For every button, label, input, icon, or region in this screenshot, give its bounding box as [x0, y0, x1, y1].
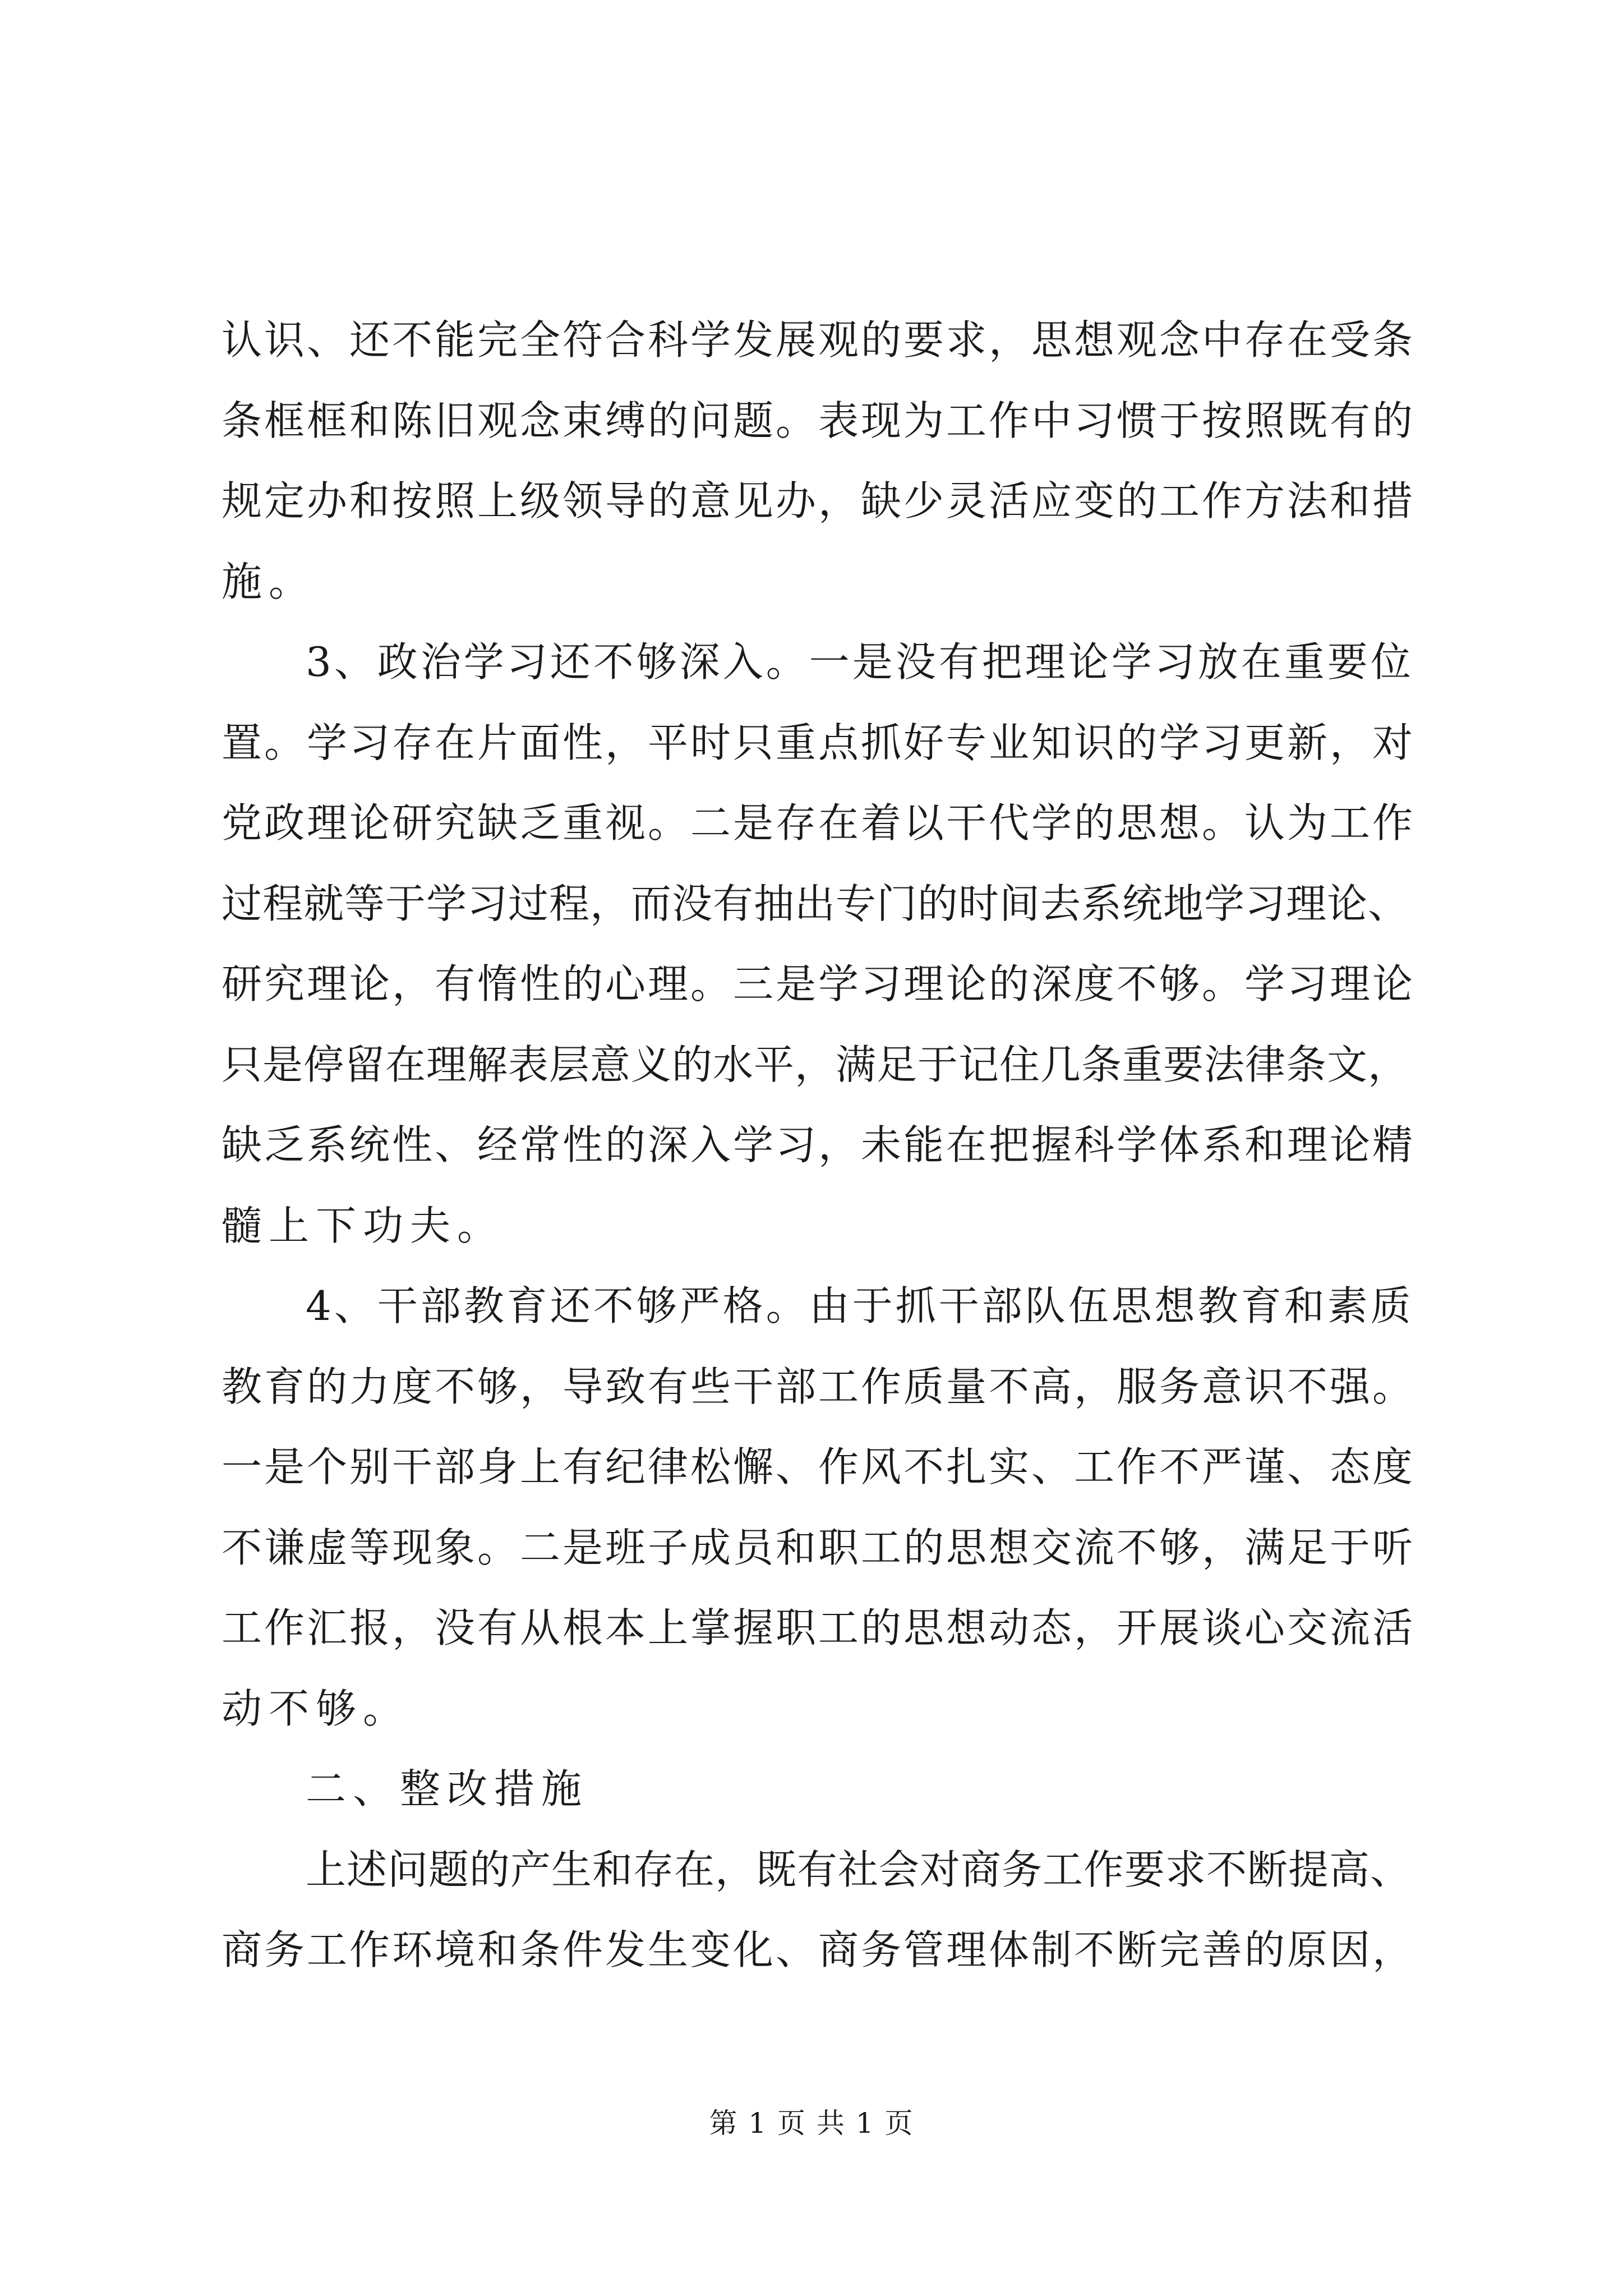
text-line: 条框框和陈旧观念束缚的问题。表现为工作中习惯于按照既有的 — [222, 397, 1415, 444]
text-line: 3、政治学习还不够深入。一是没有把理论学习放在重要位 — [306, 638, 1414, 685]
text-line: 认识、还不能完全符合科学发展观的要求，思想观念中存在受条 — [222, 316, 1415, 364]
text-line: 只是停留在理解表层意义的水平，满足于记住几条重要法律条文， — [222, 1041, 1409, 1088]
text-line: 二、整改措施 — [306, 1765, 589, 1812]
text-line: 4、干部教育还不够严格。由于抓干部队伍思想教育和素质 — [306, 1282, 1414, 1329]
page-footer: 第 1 页 共 1 页 — [709, 2107, 914, 2139]
document-body — [222, 300, 1422, 1991]
text-line: 教育的力度不够，导致有些干部工作质量不高，服务意识不强。 — [222, 1363, 1415, 1410]
text-line: 动不够。 — [222, 1685, 411, 1732]
text-line: 施。 — [222, 558, 316, 605]
text-line: 缺乏系统性、经常性的深入学习，未能在把握科学体系和理论精 — [222, 1121, 1415, 1168]
text-line: 上述问题的产生和存在，既有社会对商务工作要求不断提高、 — [306, 1846, 1412, 1893]
text-line: 过程就等于学习过程，而没有抽出专门的时间去系统地学习理论、 — [222, 880, 1409, 927]
text-line: 工作汇报，没有从根本上掌握职工的思想动态，开展谈心交流活 — [222, 1604, 1415, 1651]
text-line: 髓上下功夫。 — [222, 1202, 505, 1249]
text-line: 置。学习存在片面性，平时只重点抓好专业知识的学习更新，对 — [222, 719, 1415, 766]
text-line: 党政理论研究缺乏重视。二是存在着以干代学的思想。认为工作 — [222, 799, 1415, 846]
text-line: 规定办和按照上级领导的意见办，缺少灵活应变的工作方法和措 — [222, 477, 1415, 524]
text-line: 研究理论，有惰性的心理。三是学习理论的深度不够。学习理论 — [222, 960, 1415, 1007]
text-line: 不谦虚等现象。二是班子成员和职工的思想交流不够，满足于听 — [222, 1524, 1415, 1571]
text-line: 商务工作环境和条件发生变化、商务管理体制不断完善的原因， — [222, 1926, 1415, 1973]
text-line: 一是个别干部身上有纪律松懈、作风不扎实、工作不严谨、态度 — [222, 1443, 1415, 1490]
